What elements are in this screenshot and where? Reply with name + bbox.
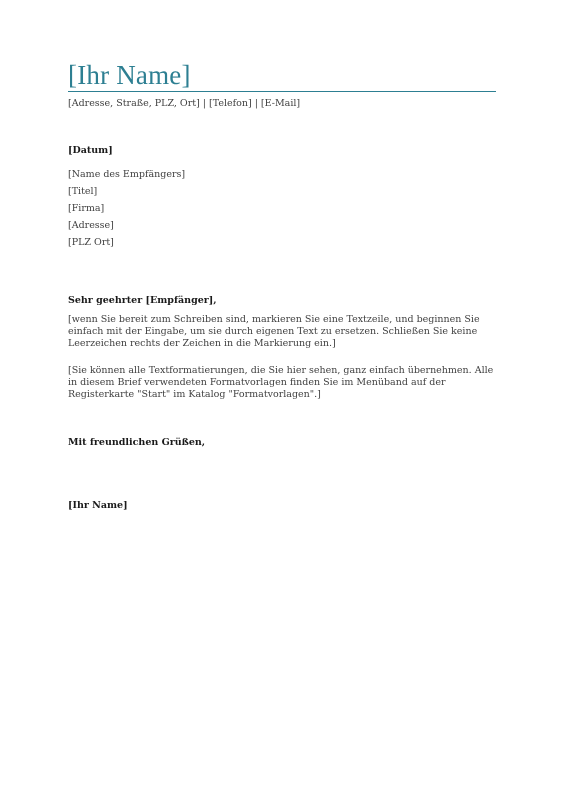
sender-contact-line[interactable]: [Adresse, Straße, PLZ, Ort] | [Telefon] | [E-Mail] — [68, 98, 301, 109]
recipient-company[interactable]: [Firma] — [68, 203, 105, 214]
signature-name[interactable]: [Ihr Name] — [68, 500, 128, 511]
recipient-address-block — [68, 169, 185, 254]
body-paragraph-2[interactable]: [Sie können alle Textformatierungen, die Sie hier sehen, ganz einfach übernehmen. Alle in diesem Brief verwendeten Formatvorlagen finden Sie im Menüband auf der Registerkarte "Start" im Katalog "Formatvorlagen".] — [68, 365, 494, 400]
recipient-name[interactable]: [Name des Empfängers] — [68, 169, 186, 180]
body-paragraph-1[interactable]: [wenn Sie bereit zum Schreiben sind, markieren Sie eine Textzeile, und beginnen Sie einfach mit der Eingabe, um sie durch eigenen Text zu ersetzen. Schließen Sie keine Leerzeichen rechts der Zeichen in die Markierung ein.] — [68, 314, 480, 349]
letter-date[interactable]: [Datum] — [68, 145, 113, 156]
sender-name-heading[interactable]: [Ihr Name] — [68, 60, 191, 90]
recipient-address[interactable]: [Adresse] — [68, 220, 114, 231]
recipient-postal-city[interactable]: [PLZ Ort] — [68, 237, 114, 248]
header-divider — [68, 91, 496, 92]
recipient-title[interactable]: [Titel] — [68, 186, 98, 197]
salutation[interactable]: Sehr geehrter [Empfänger], — [68, 295, 217, 306]
closing-phrase[interactable]: Mit freundlichen Grüßen, — [68, 437, 206, 448]
